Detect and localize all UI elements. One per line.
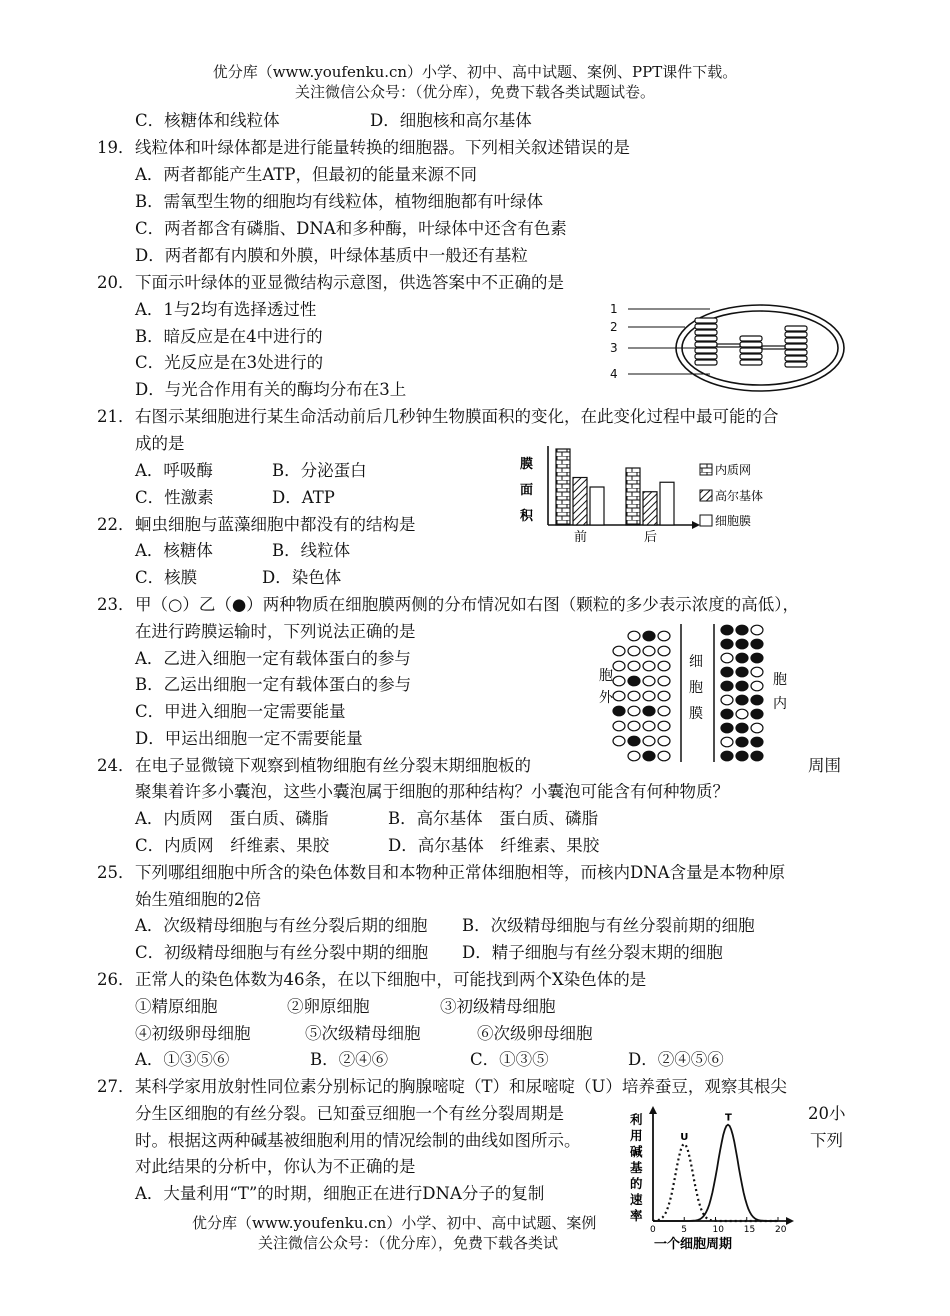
q25-option-a: A．次级精母细胞与有丝分裂后期的细胞	[135, 916, 428, 935]
q26-stem: 正常人的染色体数为46条，在以下细胞中，可能找到两个X染色体的是	[135, 970, 647, 989]
legend-membrane: 细胞膜	[715, 514, 752, 528]
q27-stem-cont-2-tail: 下列	[810, 1131, 843, 1150]
particle-jia-inside	[751, 681, 763, 691]
q23-option-c: C．甲进入细胞一定需要能量	[135, 702, 346, 721]
q20-option-b: B．暗反应是在4中进行的	[135, 327, 323, 346]
q23-option-b: B．乙运出细胞一定有载体蛋白的参与	[135, 675, 412, 694]
q25-stem: 下列哪组细胞中所含的染色体数目和本物种正常体细胞相等，而核内DNA含量是本物种原	[135, 863, 786, 882]
particle-yi-inside	[736, 751, 748, 761]
legend-swatch-er	[700, 464, 712, 475]
chart-xlabel: 一个细胞周期	[654, 1237, 733, 1252]
q25-stem-cont: 始生殖细胞的2倍	[135, 890, 261, 909]
q24-option-c: C．内质网 纤维素、果胶	[135, 836, 330, 855]
q22-option-c: C．核膜	[135, 568, 198, 587]
q23-option-d: D．甲运出细胞一定不需要能量	[135, 729, 363, 748]
q18-option-c: C．核糖体和线粒体	[135, 111, 280, 130]
bar-golgi-before	[573, 478, 587, 526]
q26-number: 26．	[97, 970, 135, 989]
particle-yi-inside	[736, 681, 748, 691]
q26-choice-1: ①精原细胞	[135, 997, 218, 1016]
particle-jia-inside	[721, 737, 733, 747]
q21-option-b: B．分泌蛋白	[272, 461, 367, 480]
q26-choice-4: ④初级卵母细胞	[135, 1024, 251, 1043]
q22-option-d: D．染色体	[262, 568, 342, 587]
particle-jia-inside	[751, 625, 763, 635]
particle-yi-inside	[736, 695, 748, 705]
particle-yi-inside	[736, 723, 748, 733]
q26-choice-6: ⑥次级卵母细胞	[477, 1024, 593, 1043]
bar-er-after	[626, 468, 640, 525]
q25-option-c: C．初级精母细胞与有丝分裂中期的细胞	[135, 943, 429, 962]
q23-stem-cont: 在进行跨膜运输时，下列说法正确的是	[135, 622, 416, 641]
q20-option-d: D．与光合作用有关的酶均分布在3上	[135, 380, 407, 399]
particle-jia-outside	[628, 691, 640, 701]
q22-stem: 蛔虫细胞与蓝藻细胞中都没有的结构是	[135, 515, 416, 534]
ylabel-char-3: 积	[520, 509, 534, 524]
x-tick-before: 前	[574, 530, 588, 545]
x-tick-label: 10	[712, 1225, 724, 1235]
q21-number: 21．	[97, 407, 135, 426]
ylabel-char-2: 面	[520, 483, 534, 498]
particle-yi-inside	[751, 751, 763, 761]
particle-yi-inside	[721, 751, 733, 761]
particle-jia-inside	[751, 667, 763, 677]
svg-text:用: 用	[630, 1128, 643, 1143]
particle-jia-inside	[721, 695, 733, 705]
svg-text:碱: 碱	[630, 1144, 643, 1159]
x-tick-label: 15	[743, 1225, 756, 1235]
particle-jia-outside	[628, 631, 640, 641]
particle-yi-outside	[628, 676, 640, 686]
q27-stem: 某科学家用放射性同位素分别标记的胸腺嘧啶（T）和尿嘧啶（U）培养蚕豆，观察其根尖	[135, 1077, 787, 1096]
header-line-2: 关注微信公众号：（优分库），免费下载各类试题试卷。	[294, 83, 655, 101]
particle-jia-outside	[613, 676, 625, 686]
q25-option-d: D．精子细胞与有丝分裂末期的细胞	[462, 943, 723, 962]
q21-stem: 右图示某细胞进行某生命活动前后几秒钟生物膜面积的变化，在此变化过程中最可能的合	[135, 407, 779, 426]
particle-yi-inside	[751, 695, 763, 705]
membrane-label-2: 胞	[689, 680, 703, 696]
svg-text:率: 率	[630, 1208, 643, 1223]
q23-stem: 甲（○）乙（●）两种物质在细胞膜两侧的分布情况如右图（颗粒的多少表示浓度的高低），	[135, 595, 800, 614]
q25-option-b: B．次级精母细胞与有丝分裂前期的细胞	[462, 916, 755, 935]
particle-jia-outside	[658, 706, 670, 716]
q26-choice-2: ②卵原细胞	[287, 997, 370, 1016]
outside-label-1: 胞	[599, 668, 613, 684]
particle-jia-inside	[736, 709, 748, 719]
particle-yi-outside	[643, 631, 655, 641]
q26-option-c: C．①③⑤	[470, 1050, 549, 1069]
inside-label-1: 胞	[773, 672, 787, 688]
particle-jia-outside	[658, 646, 670, 656]
q21-option-a: A．呼吸酶	[135, 461, 213, 480]
q27-stem-cont-2: 时。根据这两种碱基被细胞利用的情况绘制的曲线如图所示。	[135, 1131, 581, 1150]
q27-option-a: A．大量利用“T”的时期，细胞正在进行DNA分子的复制	[135, 1184, 545, 1203]
particle-jia-outside	[628, 706, 640, 716]
legend-swatch-golgi	[700, 490, 712, 501]
q24-stem: 在电子显微镜下观察到植物细胞有丝分裂末期细胞板的	[135, 756, 531, 775]
q24-option-b: B．高尔基体 蛋白质、磷脂	[388, 809, 599, 828]
q26-option-a: A．①③⑤⑥	[135, 1050, 230, 1069]
q19-number: 19．	[97, 138, 135, 157]
chloroplast-label-3: 3	[610, 341, 618, 355]
q26-option-d: D．②④⑤⑥	[628, 1050, 724, 1069]
q27-stem-cont-1: 分生区细胞的有丝分裂。已知蚕豆细胞一个有丝分裂周期是	[135, 1104, 564, 1123]
x-tick-after: 后	[644, 530, 658, 545]
q20-number: 20．	[97, 273, 135, 292]
chart-ylabel	[629, 1112, 643, 1223]
particle-yi-outside	[613, 706, 625, 716]
series-u-label: U	[680, 1131, 689, 1143]
particle-yi-inside	[736, 667, 748, 677]
q24-stem-tail: 周围	[808, 756, 841, 775]
legend-swatch-membrane	[700, 515, 712, 526]
particle-yi-inside	[721, 681, 733, 691]
particle-yi-inside	[721, 709, 733, 719]
particle-yi-outside	[628, 736, 640, 746]
q19-stem: 线粒体和叶绿体都是进行能量转换的细胞器。下列相关叙述错误的是	[135, 138, 630, 157]
x-axis-arrow	[692, 521, 700, 529]
particle-yi-inside	[736, 639, 748, 649]
q18-option-d: D．细胞核和高尔基体	[370, 111, 532, 130]
chloroplast-diagram	[600, 296, 850, 396]
q19-option-c: C．两者都含有磷脂、DNA和多种酶，叶绿体中还含有色素	[135, 219, 567, 238]
q22-option-a: A．核糖体	[135, 541, 213, 560]
bar-membrane-before	[590, 487, 604, 525]
q24-number: 24．	[97, 756, 135, 775]
particle-jia-outside	[658, 661, 670, 671]
particle-jia-outside	[613, 661, 625, 671]
particle-jia-outside	[643, 646, 655, 656]
particle-yi-inside	[721, 639, 733, 649]
ylabel-char-1: 膜	[520, 457, 534, 472]
chloroplast-label-1: 1	[610, 302, 618, 316]
particle-jia-outside	[658, 736, 670, 746]
q24-stem-cont: 聚集着许多小囊泡，这些小囊泡属于细胞的那种结构？小囊泡可能含有何种物质？	[135, 782, 729, 801]
particle-jia-outside	[658, 691, 670, 701]
particle-jia-outside	[628, 646, 640, 656]
legend-er: 内质网	[715, 463, 752, 477]
q19-option-b: B．需氧型生物的细胞均有线粒体，植物细胞都有叶绿体	[135, 192, 544, 211]
q22-option-b: B．线粒体	[272, 541, 351, 560]
q19-option-d: D．两者都有内膜和外膜，叶绿体基质中一般还有基粒	[135, 246, 528, 265]
membrane-area-chart	[512, 440, 792, 550]
particle-jia-outside	[628, 661, 640, 671]
q26-choice-5: ⑤次级精母细胞	[305, 1024, 421, 1043]
base-utilization-chart	[626, 1106, 806, 1256]
chloroplast-label-2: 2	[610, 320, 618, 334]
legend-golgi: 高尔基体	[715, 489, 764, 503]
bar-er-before	[556, 449, 570, 525]
particle-yi-inside	[736, 625, 748, 635]
particle-yi-inside	[721, 723, 733, 733]
particle-jia-outside	[643, 661, 655, 671]
svg-text:速: 速	[630, 1192, 643, 1207]
footer-line-2: 关注微信公众号：（优分库），免费下载各类试	[258, 1234, 559, 1252]
particle-yi-outside	[643, 751, 655, 761]
particle-jia-inside	[751, 723, 763, 733]
q27-number: 27．	[97, 1077, 135, 1096]
q23-option-a: A．乙进入细胞一定有载体蛋白的参与	[135, 649, 411, 668]
q20-option-a: A．1与2均有选择透过性	[135, 300, 317, 319]
particle-yi-inside	[751, 639, 763, 649]
svg-text:利: 利	[630, 1112, 643, 1127]
q26-option-b: B．②④⑥	[310, 1050, 389, 1069]
particle-yi-inside	[736, 653, 748, 663]
particle-jia-outside	[643, 676, 655, 686]
q21-stem-cont: 成的是	[135, 434, 185, 453]
particle-jia-outside	[643, 736, 655, 746]
q24-option-a: A．内质网 蛋白质、磷脂	[135, 809, 329, 828]
membrane-label-3: 膜	[689, 706, 703, 722]
q26-choice-3: ③初级精母细胞	[440, 997, 556, 1016]
particle-jia-outside	[658, 676, 670, 686]
particle-jia-outside	[613, 691, 625, 701]
inside-label-2: 内	[773, 696, 787, 712]
header-line-1: 优分库（www.youfenku.cn）小学、初中、高中试题、案例、PPT课件下载。	[212, 63, 738, 81]
q23-number: 23．	[97, 595, 135, 614]
q22-number: 22．	[97, 515, 135, 534]
particle-jia-outside	[658, 631, 670, 641]
q19-option-a: A．两者都能产生ATP，但最初的能量来源不同	[135, 165, 478, 184]
membrane-transport-diagram	[595, 622, 815, 772]
particle-yi-inside	[751, 709, 763, 719]
particle-jia-outside	[658, 751, 670, 761]
particle-jia-outside	[613, 646, 625, 656]
particle-jia-outside	[643, 691, 655, 701]
q20-stem: 下面示叶绿体的亚显微结构示意图，供选答案中不正确的是	[135, 273, 564, 292]
q27-stem-cont-1-tail: 20小	[808, 1104, 846, 1123]
q21-option-d: D．ATP	[272, 488, 335, 507]
particle-yi-inside	[721, 625, 733, 635]
x-tick-label: 0	[650, 1225, 656, 1235]
particle-jia-outside	[628, 721, 640, 731]
q21-option-c: C．性激素	[135, 488, 214, 507]
outside-label-2: 外	[599, 690, 613, 706]
q25-number: 25．	[97, 863, 135, 882]
particle-jia-outside	[643, 721, 655, 731]
particle-yi-inside	[751, 737, 763, 747]
svg-text:的: 的	[630, 1176, 643, 1191]
membrane-label-1: 细	[689, 654, 703, 670]
q24-option-d: D．高尔基体 纤维素、果胶	[388, 836, 600, 855]
bar-golgi-after	[643, 492, 657, 525]
particle-jia-inside	[721, 653, 733, 663]
particle-yi-inside	[721, 667, 733, 677]
particle-jia-outside	[613, 721, 625, 731]
particle-jia-outside	[613, 736, 625, 746]
q20-option-c: C．光反应是在3处进行的	[135, 353, 324, 372]
particle-jia-outside	[658, 721, 670, 731]
chloroplast-label-4: 4	[610, 367, 618, 381]
footer-line-1: 优分库（www.youfenku.cn）小学、初中、高中试题、案例	[192, 1214, 597, 1232]
particle-yi-outside	[643, 706, 655, 716]
q27-stem-cont-3: 对此结果的分析中，你认为不正确的是	[135, 1157, 416, 1176]
x-tick-label: 5	[681, 1225, 687, 1235]
series-t-label: T	[725, 1112, 732, 1124]
particle-jia-outside	[628, 751, 640, 761]
bar-membrane-after	[660, 482, 674, 525]
particle-yi-inside	[736, 737, 748, 747]
svg-text:基: 基	[630, 1160, 643, 1175]
x-tick-label: 20	[775, 1225, 787, 1235]
particle-yi-inside	[751, 653, 763, 663]
